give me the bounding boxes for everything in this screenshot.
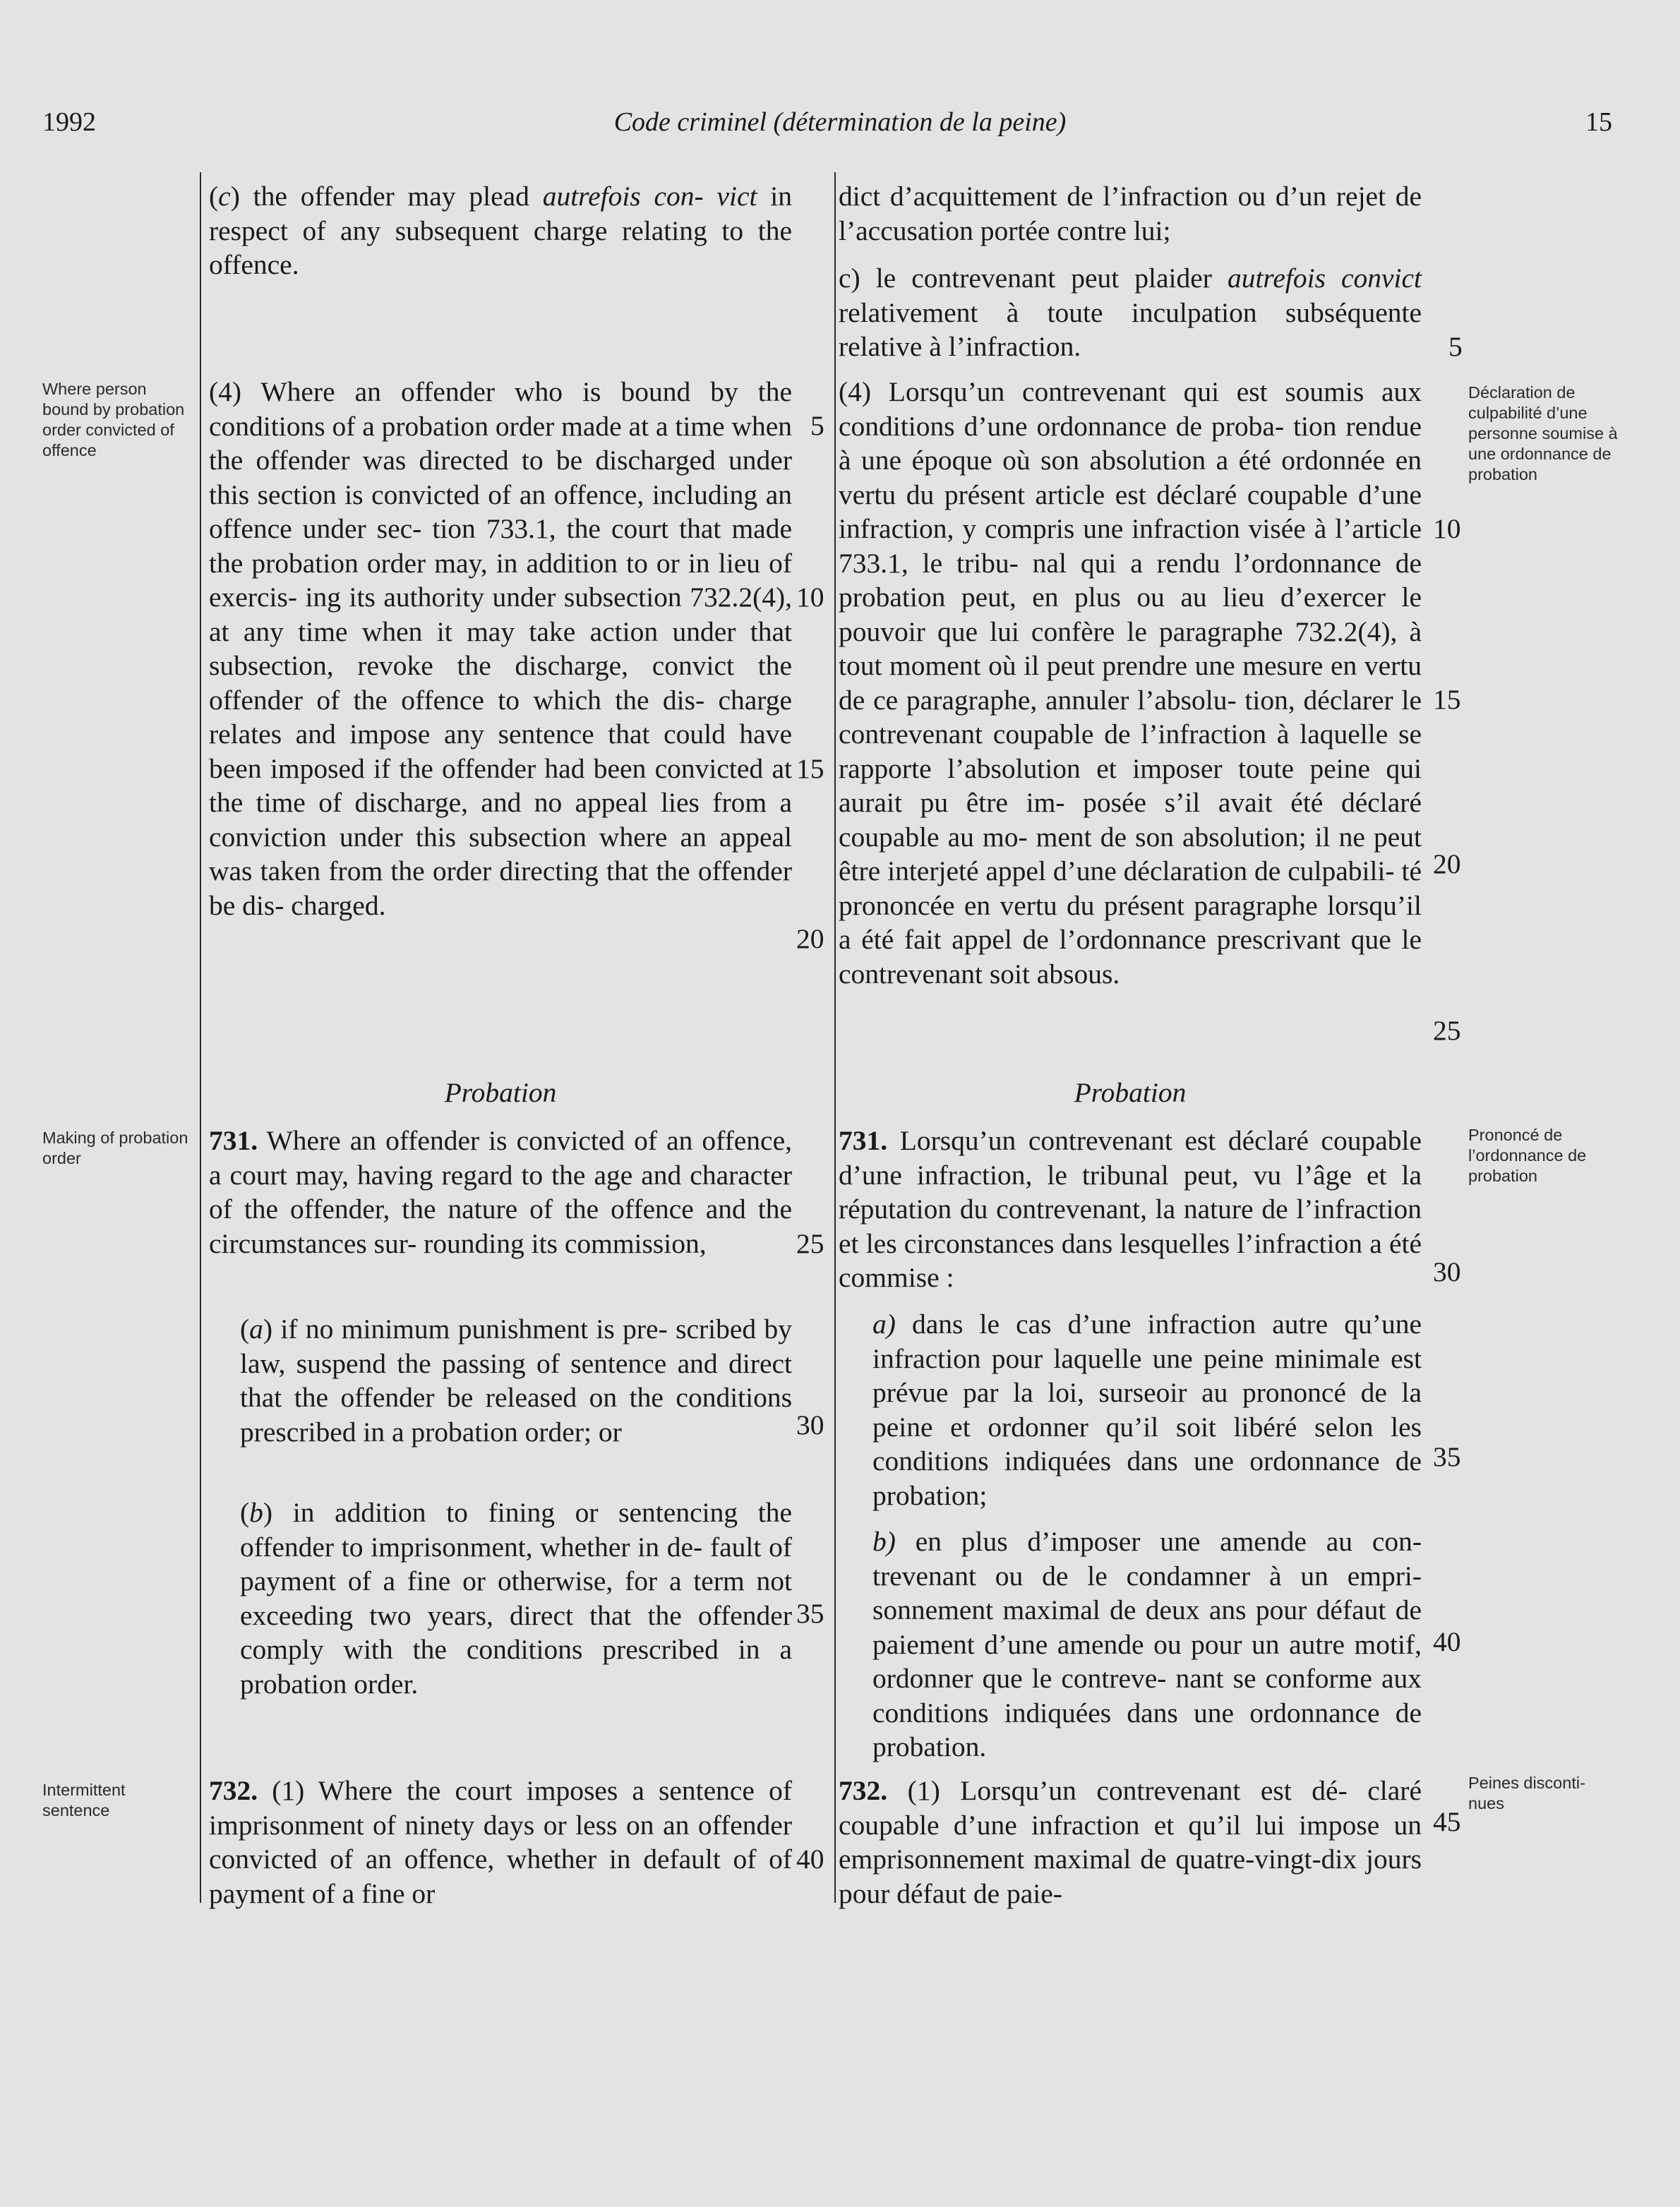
header-year: 1992 bbox=[42, 107, 96, 137]
line-number: 10 bbox=[796, 582, 824, 613]
line-number: 35 bbox=[796, 1598, 824, 1629]
english-heading-probation: Probation bbox=[444, 1077, 557, 1108]
margin-note-right: Déclaration de culpabilité d’une personne soumise à une ordonnance de probation bbox=[1468, 383, 1618, 483]
line-number: 20 bbox=[1433, 848, 1461, 879]
french-section-732: 732. (1) Lorsqu’un contrevenant est dé- claré coupable d’une infraction et qu’il lui impose un emprisonnement maximal de quatre-vingt-dix jours pour défaut de paie- bbox=[839, 1775, 1422, 1909]
line-number: 15 bbox=[796, 753, 824, 784]
line-number: 35 bbox=[1433, 1441, 1461, 1472]
line-number: 20 bbox=[796, 923, 824, 954]
line-number: 30 bbox=[1433, 1256, 1461, 1287]
english-section-731: 731. Where an offender is convicted of an offence, a court may, having regard to the age and character of the offender, the nature of the offence and the circumstances sur- rounding its commission, bbox=[209, 1125, 792, 1259]
margin-note-left: Where person bound by probation order convicted of offence bbox=[42, 380, 185, 459]
margin-note-left: Intermittent sentence bbox=[42, 1781, 126, 1820]
line-number: 40 bbox=[796, 1844, 824, 1875]
column-rule-left bbox=[200, 172, 201, 1903]
french-para-c: c) le contrevenant peut plaider autrefois convict relativement à toute inculpation subséquente relative à l’infraction. bbox=[839, 263, 1422, 362]
french-subsection-4: (4) Lorsqu’un contrevenant qui est soumis aux conditions d’une ordonnance de proba- tion rendue à une époque où son absolution a été ordonnée en vertu du présent article est déclaré coupable d’une infraction, y compris une infraction visée à l’article 733.1, le tribu- nal qui a rendu l’ordonnance de probation peut, en plus ou au lieu d’exercer le pouvoir que lui confère le paragraphe 732.2(4), à tout moment où il peut prendre une mesure en vertu de ce paragraphe, annuler l’absolu- tion, déclarer le contrevenant coupable de l’infraction à laquelle se rapporte l’absolution et imposer toute peine qui aurait pu être im- posée s’il avait été déclaré coupable au mo- ment de son absolution; il ne peut être interjeté appel d’une déclaration de culpabili- té prononcée en vertu du présent paragraphe lorsqu’il a été fait appel de l’ordonnance prescrivant que le contrevenant soit absous. bbox=[839, 376, 1422, 990]
column-rule-center bbox=[834, 172, 836, 1903]
french-para-a: a) dans le cas d’une infraction autre qu’une infraction pour laquelle une peine minimale est prévue par la loi, surseoir au prononcé de la peine et ordonner qu’il soit libéré selon les conditions indiquées dans une ordonnance de probation; bbox=[872, 1309, 1422, 1511]
margin-note-right: Prononcé de l’ordonnance de probation bbox=[1468, 1126, 1587, 1185]
english-subsection-4: (4) Where an offender who is bound by the conditions of a probation order made at a time when the offender was directed to be discharged under this section is convicted of an offence, including an offence under sec- tion 733.1, the court that made the probation order may, in addition to or in lieu of exercis- ing its authority under subsection 732.2(4), at any time when it may take action under that subsection, revoke the discharge, convict the offender of the offence to which the dis- charge relates and impose any sentence that could have been imposed if the offender had been convicted at the time of discharge, and no appeal lies from a conviction under this subsection where an appeal was taken from the order directing that the offender be dis- charged. bbox=[209, 376, 792, 921]
english-para-c: (c) the offender may plead autrefois con- vict in respect of any subsequent charge relating to the offence. bbox=[209, 181, 792, 280]
line-number: 30 bbox=[796, 1409, 824, 1441]
english-para-b: (b) in addition to fining or sentencing the offender to imprisonment, whether in de- fault of payment of a fine or otherwise, for a term not exceeding two years, direct that the offender comply with the conditions prescribed in a probation order. bbox=[240, 1497, 792, 1700]
line-number: 15 bbox=[1433, 684, 1461, 715]
line-number: 5 bbox=[1448, 331, 1463, 362]
line-number: 10 bbox=[1433, 513, 1461, 544]
header-title: Code criminel (détermination de la peine) bbox=[613, 107, 1067, 137]
line-number: 25 bbox=[1433, 1015, 1461, 1046]
line-number: 40 bbox=[1433, 1626, 1461, 1657]
margin-note-right: Peines disconti- nues bbox=[1468, 1774, 1585, 1812]
line-number: 5 bbox=[810, 410, 824, 441]
header-page-number: 15 bbox=[1585, 107, 1612, 137]
french-section-731: 731. Lorsqu’un contrevenant est déclaré coupable d’une infraction, le tribunal peut, vu l’âge et la réputation du contrevenant, la nature de l’infraction et les circonstances dans lesquelles l’infraction a été commise : bbox=[839, 1125, 1422, 1293]
line-number: 45 bbox=[1433, 1806, 1461, 1837]
english-section-732: 732. (1) Where the court imposes a sentence of imprisonment of ninety days or less on an offender convicted of an offence, whether in default of of payment of a fine or bbox=[209, 1775, 792, 1909]
french-continuation: dict d’acquittement de l’infraction ou d’un rejet de l’accusation portée contre lui; bbox=[839, 181, 1422, 246]
english-column bbox=[209, 179, 792, 282]
english-para-a: (a) if no minimum punishment is pre- scribed by law, suspend the passing of sentence and direct that the offender be released on the conditions prescribed in a probation order; or bbox=[240, 1313, 792, 1448]
margin-note-left: Making of probation order bbox=[42, 1129, 188, 1167]
line-number: 25 bbox=[796, 1228, 824, 1259]
french-heading-probation: Probation bbox=[1074, 1077, 1187, 1108]
french-para-b: b) en plus d’imposer une amende au con- trevenant ou de le condamner à un empri- sonnement maximal de deux ans pour défaut de paiement d’une amende ou pour un autre motif, ordonner que le contreve- nant se conforme aux conditions indiquées dans une ordonnance de probation. bbox=[872, 1526, 1422, 1762]
